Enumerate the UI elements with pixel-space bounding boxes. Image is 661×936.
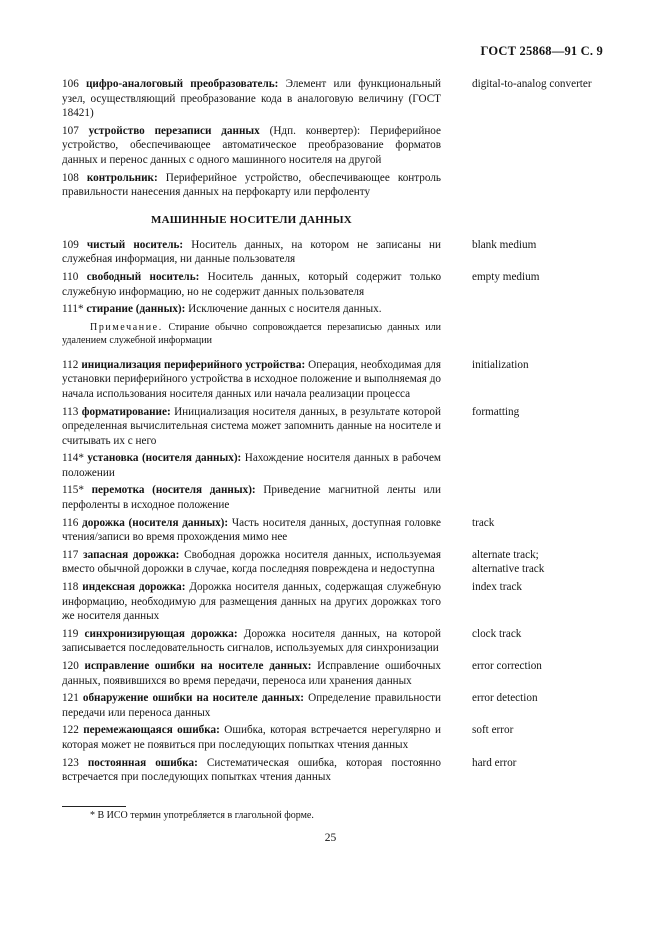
glossary-entry: [62, 77, 622, 121]
entry-number: 111*: [62, 303, 84, 316]
glossary-entry: [62, 124, 622, 168]
entry-body: [62, 451, 441, 480]
entry-body: [62, 723, 441, 752]
glossary-entry: [62, 548, 622, 577]
glossary-entry: [62, 483, 622, 512]
entry-body: [62, 302, 441, 317]
entry-term: контрольник:: [86, 171, 158, 184]
entry-body: [62, 77, 441, 121]
entry-definition: Инициализация носителя данных, в результате которой определенная вычислительная система может запомнить данные на носителе и считывать их с него: [62, 405, 442, 447]
entry-definition: Носитель данных, который содержит только служебную информацию, но не содержит данных пользователя: [62, 270, 442, 298]
entry-term: перемежающаяся ошибка:: [83, 724, 220, 737]
entry-number: 118: [62, 581, 79, 594]
page-number: 25: [324, 832, 337, 844]
entry-number: 114*: [62, 452, 84, 465]
entry-term: постоянная ошибка:: [87, 756, 198, 769]
glossary-entry: [62, 691, 622, 720]
glossary-entries: [62, 77, 622, 788]
entry-definition: Определение правильности передачи или переноса данных: [62, 692, 442, 719]
entry-number: 109: [62, 238, 79, 251]
entry-definition: Часть носителя данных, доступная головке чтения/записи во время прохождения мимо нее: [62, 516, 442, 544]
entry-definition: Приведение магнитной ленты или перфоленты в исходное положение: [62, 484, 442, 512]
note-label: Примечание.: [90, 321, 163, 333]
entry-number: 122: [62, 724, 79, 737]
entry-definition: Исправление ошибочных данных, появившихся во время передачи, переноса или хранения данных: [62, 660, 442, 687]
entry-number: 107: [62, 124, 79, 137]
entry-english-term: formatting: [472, 405, 520, 418]
entry-english-term: blank medium: [472, 238, 537, 251]
entry-body: [62, 270, 441, 299]
entry-term: индексная дорожка:: [82, 581, 186, 594]
entry-number: 106: [62, 78, 79, 90]
note: [62, 321, 441, 348]
entry-term: обнаружение ошибки на носителе данных:: [82, 692, 305, 705]
entry-english-term: soft error: [472, 724, 514, 737]
entry-term: устройство перезаписи данных: [88, 124, 260, 137]
entry-body: [62, 516, 441, 545]
footnote: * В ИСО термин употребляется в глагольной форме.: [90, 810, 314, 821]
entry-term: чистый носитель:: [86, 238, 184, 251]
entries-group-top: [62, 77, 622, 200]
entry-body: [62, 580, 441, 624]
entry-number: 113: [62, 405, 79, 418]
section-heading: МАШИННЫЕ НОСИТЕЛИ ДАННЫХ: [151, 213, 352, 226]
glossary-entry: [62, 756, 622, 785]
entry-body: [62, 405, 441, 449]
entry-body: [62, 238, 441, 267]
entry-term: перемотка (носителя данных):: [91, 484, 256, 497]
entry-english-term: error correction: [472, 660, 542, 672]
entry-number: 119: [62, 627, 79, 640]
entry-term: дорожка (носителя данных):: [82, 516, 229, 529]
entries-group-a: [62, 238, 622, 317]
entry-number: 115*: [62, 484, 84, 497]
entry-english-term: index track: [472, 581, 523, 594]
entry-definition: Носитель данных, на котором не записаны ни служебная информация, ни данные пользователя: [62, 238, 441, 266]
entry-definition: (Ндп. конвертер): Периферийное устройство, обеспечивающее автоматическое преобразование форматов данных и перенос данных с одного машинного носителя на другой: [62, 124, 442, 166]
entry-body: [62, 756, 441, 785]
entry-definition: Дорожка носителя данных, на которой записывается последовательность сигналов, используемых для синхронизации: [62, 627, 442, 655]
entry-body: [62, 171, 441, 200]
glossary-entry: [62, 516, 622, 545]
entry-english-term: initialization: [472, 358, 529, 371]
entry-term: форматирование:: [81, 405, 171, 418]
entry-definition: Исключение данных с носителя данных.: [188, 303, 382, 316]
entry-number: 112: [62, 358, 79, 371]
entry-number: 116: [62, 516, 79, 529]
glossary-entry: [62, 451, 622, 480]
glossary-entry: [62, 238, 622, 267]
entry-body: [62, 358, 441, 402]
footnote-rule: [62, 806, 126, 807]
entry-number: 117: [62, 548, 79, 561]
entry-definition: Систематическая ошибка, которая постоянно встречается при последующих попытках чтения данных: [62, 756, 442, 784]
entry-english-term: track: [472, 516, 495, 529]
entry-term: установка (носителя данных):: [87, 452, 242, 465]
entry-number: 108: [62, 171, 79, 184]
entry-english-term: alternate track; alternative track: [472, 548, 545, 576]
entry-term: стирание (данных):: [86, 303, 186, 316]
entry-body: [62, 691, 441, 720]
entry-definition: Нахождение носителя данных в рабочем положении: [62, 452, 441, 479]
entry-english-term: empty medium: [472, 270, 540, 283]
entry-term: синхронизирующая дорожка:: [84, 627, 238, 640]
entry-term: запасная дорожка:: [83, 548, 180, 561]
glossary-entry: [62, 723, 622, 752]
entry-definition: Операция, необходимая для установки периферийного устройства в исходное положение и выполняемая до начала использования носителя данных или начала реализации процесса: [62, 358, 441, 400]
entry-term: инициализация периферийного устройства:: [81, 358, 306, 371]
entry-term: свободный носитель:: [86, 270, 200, 283]
entry-body: [62, 483, 441, 512]
glossary-entry: [62, 659, 622, 688]
entry-number: 121: [62, 692, 79, 705]
entries-group-b: [62, 358, 622, 785]
glossary-entry: [62, 580, 622, 624]
note-text: Стирание обычно сопровождается перезаписью данных или удалением служебной информации: [62, 321, 441, 347]
entry-definition: Элемент или функциональный узел, осуществляющий преобразование кода в аналоговую величину (ГОСТ 18421): [62, 78, 441, 120]
glossary-entry: [62, 405, 622, 449]
entry-body: [62, 627, 441, 656]
glossary-entry: [62, 302, 622, 317]
glossary-entry: [62, 270, 622, 299]
entry-number: 110: [62, 270, 79, 283]
entry-english-term: clock track: [472, 627, 522, 640]
entry-body: [62, 659, 441, 688]
entry-number: 120: [62, 660, 79, 672]
entry-english-term: error detection: [472, 692, 538, 705]
entry-body: [62, 124, 441, 168]
entry-definition: Периферийное устройство, обеспечивающее контроль правильности нанесения данных на перфокарту или перфоленту: [62, 171, 442, 199]
entry-term: цифро-аналоговый преобразователь:: [85, 78, 279, 90]
glossary-entry: [62, 627, 622, 656]
glossary-entry: [62, 171, 622, 200]
entry-body: [62, 548, 441, 577]
entry-english-term: digital-to-analog converter: [472, 78, 592, 90]
entry-definition: Дорожка носителя данных, содержащая служебную информацию, необходимую для размещения данных на других дорожках того же носителя данных: [62, 581, 442, 623]
entry-number: 123: [62, 756, 79, 769]
glossary-entry: [62, 358, 622, 402]
page-header: ГОСТ 25868—91 С. 9: [480, 44, 603, 58]
entry-english-term: hard error: [472, 756, 517, 769]
entry-term: исправление ошибки на носителе данных:: [84, 660, 312, 672]
entry-definition: Ошибка, которая встречается нерегулярно и которая может не появиться при последующих попытках чтения данных: [62, 724, 441, 751]
entry-definition: Свободная дорожка носителя данных, используемая вместо обычной дорожки в случае, когда последняя повреждена и недоступна: [62, 548, 442, 576]
